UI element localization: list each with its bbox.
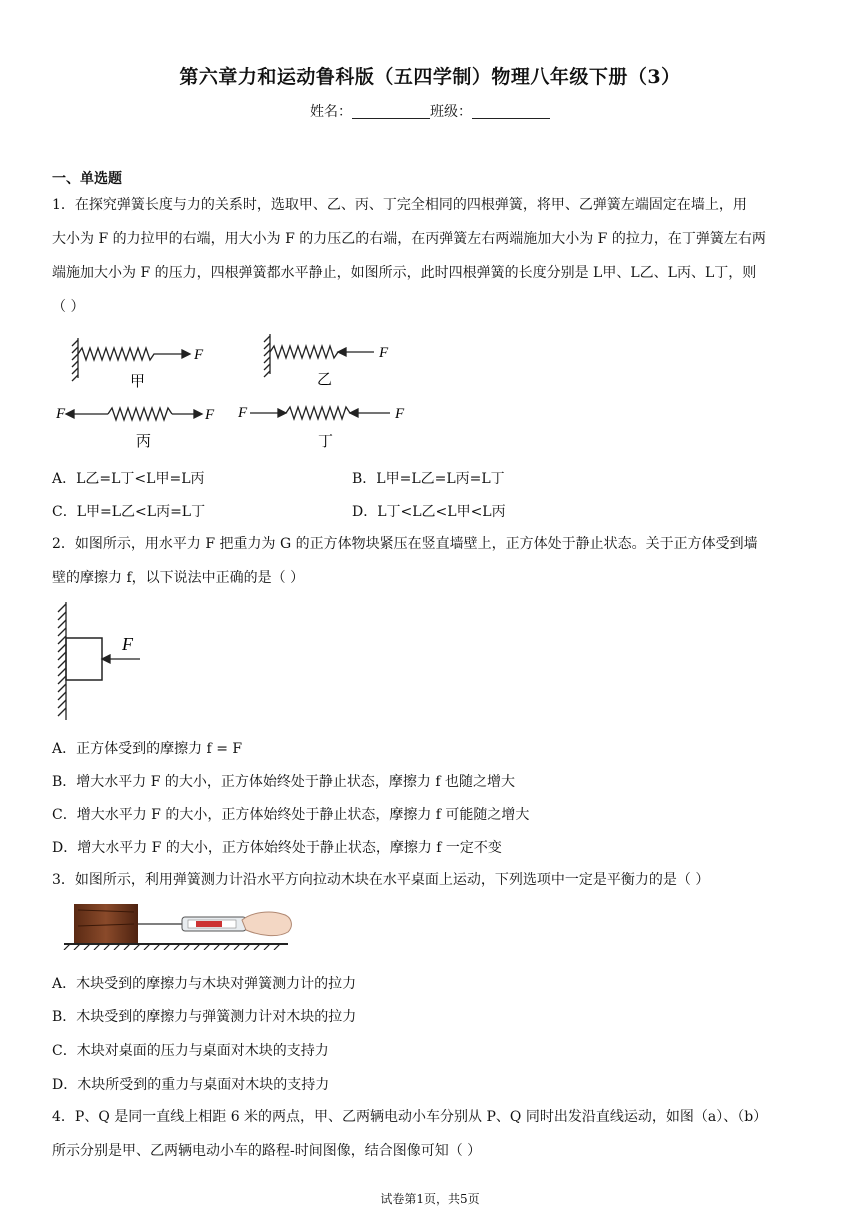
q2-line-1: 2．如图所示，用水平力 F 把重力为 G 的正方体物块紧压在竖直墙壁上，正方体处于静止状态。关于正方体受到墙 <box>52 536 758 552</box>
q1-option-b[interactable]: B．L甲=L乙=L丙=L丁 <box>352 471 505 487</box>
q3-option-c[interactable]: C．木块对桌面的压力与桌面对木块的支持力 <box>52 1043 329 1059</box>
q2-option-a[interactable]: A．正方体受到的摩擦力 f = F <box>52 741 243 757</box>
spring-bing <box>66 408 202 420</box>
yi-label: 乙 <box>317 370 333 388</box>
spring-ding <box>250 407 390 419</box>
q1-line-1: 1．在探究弹簧长度与力的关系时，选取甲、乙、丙、丁完全相同的四根弹簧，将甲、乙弹簧左端固定在墙上，用 <box>52 197 747 213</box>
bing-force-right: F <box>205 407 215 423</box>
section-title: 一、单选题 <box>52 171 122 187</box>
bing-label: 丙 <box>136 432 152 450</box>
student-info <box>0 101 860 121</box>
q4-line-1: 4．P、Q 是同一直线上相距 6 米的两点，甲、乙两辆电动小车分别从 P、Q 同时出发沿直线运动，如图（a）、（b） <box>52 1109 768 1125</box>
q4-line-2: 所示分别是甲、乙两辆电动小车的路程-时间图像，结合图像可知（ ） <box>52 1143 482 1159</box>
jia-label: 甲 <box>130 372 146 390</box>
ding-force-left: F <box>238 405 248 421</box>
q1-springs-figure <box>52 330 422 455</box>
hand-icon <box>242 912 291 936</box>
q1-line-2: 大小为 F 的力拉甲的右端，用大小为 F 的力压乙的右端，在丙弹簧左右两端施加大小为 F 的拉力，在丁弹簧左右两 <box>52 231 766 247</box>
q3-option-d[interactable]: D．木块所受到的重力与桌面对木块的支持力 <box>52 1077 330 1093</box>
ding-force-right: F <box>395 406 405 422</box>
jia-force-label: F <box>194 347 204 363</box>
q2-option-d[interactable]: D．增大水平力 F 的大小，正方体始终处于静止状态，摩擦力 f 一定不变 <box>52 840 502 856</box>
class-field[interactable] <box>472 104 550 119</box>
q1-line-3: 端施加大小为 F 的压力，四根弹簧都水平静止，如图所示，此时四根弹簧的长度分别是 L甲、L乙、L丙、L丁，则 <box>52 265 757 281</box>
q1-line-4: （ ） <box>52 299 85 315</box>
q2-line-2: 壁的摩擦力 f，以下说法中正确的是（ ） <box>52 570 305 586</box>
q2-option-c[interactable]: C．增大水平力 F 的大小，正方体始终处于静止状态，摩擦力 f 可能随之增大 <box>52 807 530 823</box>
name-label: 姓名： <box>310 104 352 120</box>
q3-option-b[interactable]: B．木块受到的摩擦力与弹簧测力计对木块的拉力 <box>52 1009 357 1025</box>
page-title: 第六章力和运动鲁科版（五四学制）物理八年级下册（3） <box>179 66 681 88</box>
q1-option-c[interactable]: C．L甲=L乙<L丙=L丁 <box>52 504 206 520</box>
bing-force-left: F <box>56 406 66 422</box>
ding-label: 丁 <box>318 432 334 450</box>
page-footer: 试卷第1页，共5页 <box>380 1192 480 1206</box>
q3-block-table-figure <box>56 900 296 950</box>
name-field[interactable] <box>352 104 430 119</box>
q2-option-b[interactable]: B．增大水平力 F 的大小，正方体始终处于静止状态，摩擦力 f 也随之增大 <box>52 774 515 790</box>
q2-block-wall-figure <box>52 598 152 722</box>
q3-option-a[interactable]: A．木块受到的摩擦力与木块对弹簧测力计的拉力 <box>52 976 357 992</box>
q1-option-a[interactable]: A．L乙=L丁<L甲=L丙 <box>52 471 205 487</box>
q3-line-1: 3．如图所示，利用弹簧测力计沿水平方向拉动木块在水平桌面上运动，下列选项中一定是平衡力的是（ ） <box>52 872 710 888</box>
class-label: 班级： <box>430 104 472 120</box>
spring-scale <box>182 917 246 931</box>
yi-force-label: F <box>379 345 389 361</box>
q2-force-label: F <box>122 634 133 654</box>
q1-option-d[interactable]: D．L丁<L乙<L甲<L丙 <box>352 504 506 520</box>
